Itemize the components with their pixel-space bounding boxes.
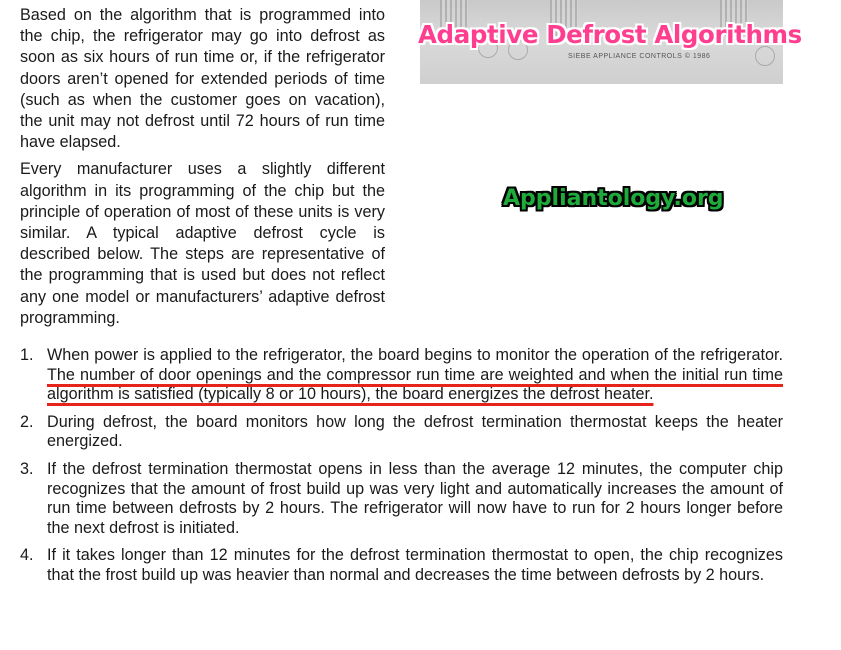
intro-paragraph: Based on the algorithm that is programmed into the chip, the refrigerator may go into defrost as soon as six hours of run time or, if the refrigerator doors aren’t opened for extended periods of time (such as when the customer goes on vacation), the unit may not defrost until 72 hours of run time have elapsed.: [20, 6, 385, 152]
intro-paragraph: Every manufacturer uses a slightly different algorithm in its programming of the chip but the principle of operation of most of these units is very similar. A typical adaptive defrost cycle is described below. The steps are representative of the programming that is used but does not reflect any one model or manufacturers’ adaptive defrost programming.: [20, 160, 385, 327]
overlay-title: Adaptive Defrost Algorithms: [418, 20, 802, 49]
step-number: 3.: [20, 459, 34, 478]
intro-column: [20, 5, 385, 335]
step-text: If it takes longer than 12 minutes for the defrost termination thermostat to open, the chip recognizes that the frost build up was heavier than normal and decreases the time between defrosts by 2 hours.: [47, 546, 783, 584]
list-item: [20, 460, 783, 538]
step-number: 2.: [20, 412, 34, 431]
defrost-steps-list: [20, 346, 783, 594]
highlighted-text: The number of door openings and the compressor run time are weighted and when the initial run time algorithm is satisfied (typically 8 or 10 hours), the board energizes the defrost heater.: [47, 365, 783, 404]
board-label: SIEBE APPLIANCE CONTROLS © 1986: [568, 53, 711, 60]
step-text: When power is applied to the refrigerator, the board begins to monitor the operation of the refrigerator.: [47, 346, 783, 364]
list-item: [20, 546, 783, 585]
step-text: During defrost, the board monitors how long the defrost termination thermostat keeps the heater energized.: [47, 412, 783, 451]
list-item: [20, 346, 783, 405]
step-number: 1.: [20, 346, 34, 364]
board-component: [755, 46, 775, 66]
step-text: If the defrost termination thermostat opens in less than the average 12 minutes, the computer chip recognizes that the amount of frost build up was very light and automatically increases the amount of run time between defrosts by 2 hours. The refrigerator will now have to run for 2 hours longer before the next defrost is initiated.: [47, 459, 783, 537]
list-item: [20, 413, 783, 452]
site-watermark: Appliantology.org: [503, 186, 724, 211]
step-number: 4.: [20, 546, 34, 565]
